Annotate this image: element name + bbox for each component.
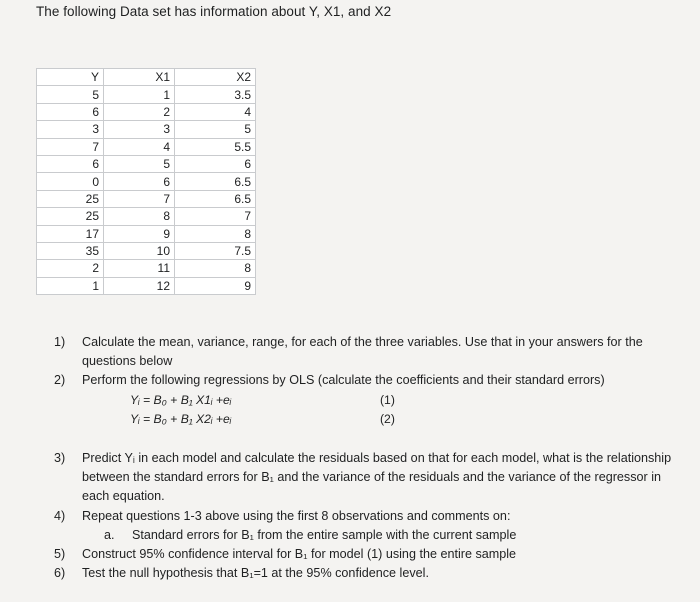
regression-equation-1 — [130, 391, 410, 410]
question-2 — [54, 371, 674, 390]
question-number: 4) — [54, 508, 66, 523]
table-cell: 11 — [104, 260, 175, 277]
question-text: Standard errors for B₁ from the entire sample with the current sample — [132, 527, 517, 542]
table-cell: 5 — [37, 86, 104, 103]
table-cell: 3.5 — [175, 86, 256, 103]
table-row — [37, 225, 256, 242]
table-cell: 9 — [104, 225, 175, 242]
table-cell: 6 — [175, 155, 256, 172]
table-cell: 6 — [37, 103, 104, 120]
table-cell: 5 — [175, 121, 256, 138]
table-row — [37, 173, 256, 190]
question-text: Calculate the mean, variance, range, for each of the three variables. Use that in your answers for the questions below — [82, 335, 643, 369]
table-cell: 1 — [37, 277, 104, 294]
table-row — [37, 103, 256, 120]
table-cell: 2 — [104, 103, 175, 120]
question-text: Repeat questions 1-3 above using the first 8 observations and comments on: — [82, 508, 511, 523]
question-number: 1) — [54, 335, 66, 349]
question-number: 2) — [54, 373, 66, 388]
table-cell: 2 — [37, 260, 104, 277]
table-cell: 1 — [104, 86, 175, 103]
table-cell: 4 — [104, 138, 175, 155]
table-cell: 5.5 — [175, 138, 256, 155]
question-text: Construct 95% confidence interval for B₁ for model (1) using the entire sample — [82, 547, 517, 562]
table-cell: 7 — [37, 138, 104, 155]
table-row — [37, 260, 256, 277]
data-table — [36, 68, 256, 295]
question-number: 5) — [54, 547, 66, 562]
table-row — [37, 242, 256, 259]
data-table-body — [37, 69, 256, 295]
question-text: Test the null hypothesis that B₁=1 at the 95% confidence level. — [82, 566, 429, 581]
table-cell: 12 — [104, 277, 175, 294]
table-cell: 5 — [104, 155, 175, 172]
table-row — [37, 121, 256, 138]
equation-formula: Yᵢ = B₀ + B₁ X1ᵢ +eᵢ — [130, 392, 232, 407]
table-cell: 25 — [37, 190, 104, 207]
question-text: Perform the following regressions by OLS (calculate the coefficients and their standard errors) — [82, 373, 605, 388]
table-cell: 6.5 — [175, 190, 256, 207]
table-cell: 3 — [104, 121, 175, 138]
equation-formula: Yᵢ = B₀ + B₁ X2ᵢ +eᵢ — [130, 411, 232, 426]
table-cell: 7 — [104, 190, 175, 207]
column-header: X1 — [104, 69, 175, 86]
question-5 — [54, 545, 674, 564]
question-list — [54, 333, 674, 583]
question-number: 6) — [54, 566, 66, 581]
question-text: Predict Yᵢ in each model and calculate the residuals based on that for each model, what is the relationship between the standard errors for B₁ and the variance of the residuals and the variance of the regressor in each equation. — [82, 451, 672, 504]
table-cell: 4 — [175, 103, 256, 120]
column-header: Y — [37, 69, 104, 86]
page-heading: The following Data set has information about Y, X1, and X2 — [36, 4, 392, 19]
question-3 — [54, 449, 674, 507]
table-header-row — [37, 69, 256, 86]
equation-number: (1) — [380, 392, 395, 407]
table-row — [37, 155, 256, 172]
table-cell: 0 — [37, 173, 104, 190]
table-row — [37, 138, 256, 155]
table-cell: 6 — [37, 155, 104, 172]
table-cell: 8 — [175, 225, 256, 242]
table-row — [37, 86, 256, 103]
table-row — [37, 208, 256, 225]
table-cell: 8 — [175, 260, 256, 277]
table-cell: 9 — [175, 277, 256, 294]
table-row — [37, 190, 256, 207]
table-cell: 3 — [37, 121, 104, 138]
table-cell: 25 — [37, 208, 104, 225]
table-cell: 35 — [37, 242, 104, 259]
question-6 — [54, 564, 674, 583]
table-cell: 17 — [37, 225, 104, 242]
table-cell: 6 — [104, 173, 175, 190]
question-4 — [54, 507, 674, 526]
table-cell: 6.5 — [175, 173, 256, 190]
table-cell: 8 — [104, 208, 175, 225]
table-cell: 7.5 — [175, 242, 256, 259]
question-1 — [54, 333, 674, 371]
question-4a — [104, 526, 674, 545]
column-header: X2 — [175, 69, 256, 86]
regression-equation-2 — [130, 410, 410, 429]
equation-number: (2) — [380, 411, 395, 426]
table-cell: 7 — [175, 208, 256, 225]
question-number: 3) — [54, 451, 66, 466]
table-cell: 10 — [104, 242, 175, 259]
table-row — [37, 277, 256, 294]
spacer — [54, 429, 674, 449]
question-number: a. — [104, 527, 115, 542]
